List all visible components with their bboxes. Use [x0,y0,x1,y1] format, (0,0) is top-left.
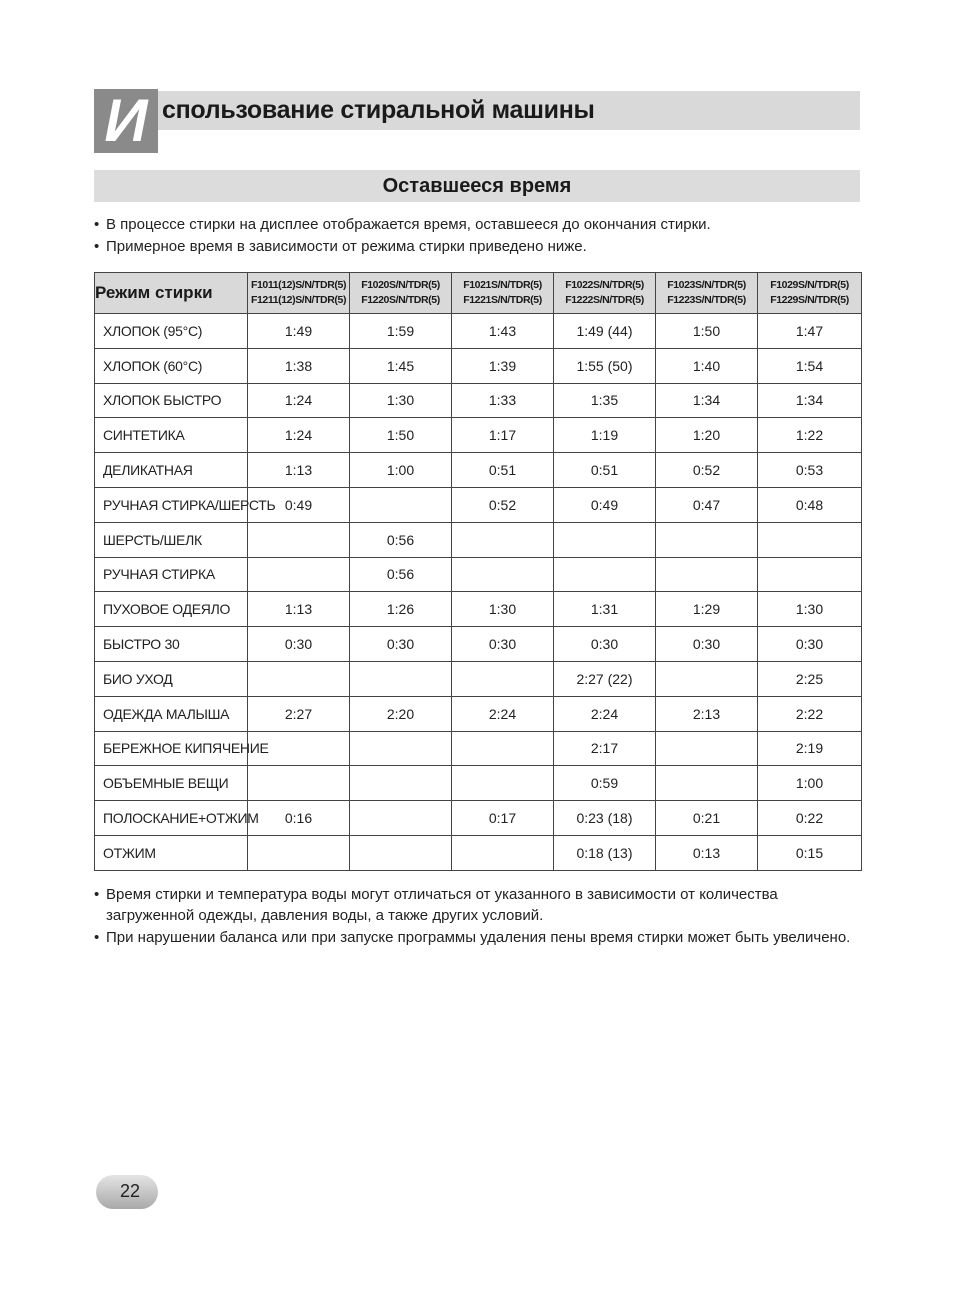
time-cell: 2:24 [554,696,656,731]
table-row [95,487,862,522]
time-cell: 0:13 [656,835,758,870]
time-cell: 0:49 [554,487,656,522]
time-cell: 0:30 [452,627,554,662]
time-cell: 0:15 [758,835,862,870]
table-row [95,696,862,731]
time-cell: 1:59 [350,314,452,349]
time-cell [656,557,758,592]
notes-top [94,214,864,258]
time-cell: 1:31 [554,592,656,627]
table-row [95,766,862,801]
mode-cell: ОБЪЕМНЫЕ ВЕЩИ [95,766,248,801]
note-item: • Время стирки и температура воды могут отличаться от указанного в зависимости от количества загруженной одежды, давления воды, а также других условий. [94,884,864,926]
time-cell [554,522,656,557]
table-row [95,453,862,488]
time-cell: 2:22 [758,696,862,731]
mode-cell: БИО УХОД [95,661,248,696]
time-cell: 2:13 [656,696,758,731]
time-cell: 1:34 [758,383,862,418]
time-cell: 0:23 (18) [554,801,656,836]
time-cell [452,661,554,696]
table-row [95,627,862,662]
time-cell: 1:54 [758,348,862,383]
time-cell: 1:40 [656,348,758,383]
mode-cell: РУЧНАЯ СТИРКА [95,557,248,592]
time-cell: 1:00 [758,766,862,801]
mode-column-header: Режим стирки [95,273,248,314]
time-cell [758,557,862,592]
time-cell: 0:51 [554,453,656,488]
time-cell: 0:59 [554,766,656,801]
time-cell: 1:24 [248,383,350,418]
model-name: F1020S/N/TDR(5) [361,279,440,291]
table-row [95,592,862,627]
time-cell [350,835,452,870]
header-cap-letter: И [94,89,158,153]
model-name: F1229S/N/TDR(5) [770,294,849,306]
model-name: F1221S/N/TDR(5) [463,294,542,306]
time-cell: 1:22 [758,418,862,453]
mode-cell: ХЛОПОК (60°C) [95,348,248,383]
time-cell [350,801,452,836]
note-item: • В процессе стирки на дисплее отображается время, оставшееся до окончания стирки. [94,214,864,235]
time-cell: 0:56 [350,557,452,592]
time-cell: 1:33 [452,383,554,418]
mode-cell: ОТЖИМ [95,835,248,870]
time-cell [452,731,554,766]
table-row [95,522,862,557]
time-cell: 1:49 (44) [554,314,656,349]
time-cell: 1:50 [350,418,452,453]
table-header-row [95,273,862,314]
time-cell: 1:55 (50) [554,348,656,383]
time-cell: 1:38 [248,348,350,383]
time-cell [248,557,350,592]
time-cell: 2:27 (22) [554,661,656,696]
model-name: F1023S/N/TDR(5) [667,279,746,291]
model-column-header [656,273,758,314]
time-cell: 1:29 [656,592,758,627]
time-cell: 1:00 [350,453,452,488]
table-row [95,348,862,383]
time-cell: 1:30 [758,592,862,627]
mode-cell: БЕРЕЖНОЕ КИПЯЧЕНИЕ [95,731,248,766]
time-cell: 2:17 [554,731,656,766]
time-cell: 1:39 [452,348,554,383]
page-header [94,89,860,153]
time-cell [656,661,758,696]
page-number-tab [96,1175,158,1209]
table-row [95,835,862,870]
time-cell: 1:26 [350,592,452,627]
time-cell [248,835,350,870]
time-cell: 0:30 [248,627,350,662]
time-cell: 1:24 [248,418,350,453]
time-cell [452,766,554,801]
time-cell: 0:49 [248,487,350,522]
model-name: F1211(12)S/N/TDR(5) [250,294,347,306]
time-cell [656,731,758,766]
page-number: 22 [120,1181,141,1201]
table-row [95,801,862,836]
mode-cell: ДЕЛИКАТНАЯ [95,453,248,488]
time-cell: 1:50 [656,314,758,349]
mode-cell: СИНТЕТИКА [95,418,248,453]
time-cell: 1:30 [350,383,452,418]
time-cell: 1:30 [452,592,554,627]
time-cell: 0:47 [656,487,758,522]
time-cell: 2:27 [248,696,350,731]
time-cell: 0:22 [758,801,862,836]
time-cell: 0:30 [656,627,758,662]
table-row [95,661,862,696]
table-row [95,314,862,349]
model-name: F1011(12)S/N/TDR(5) [250,279,347,291]
table-row [95,418,862,453]
wash-time-table [94,272,862,871]
time-cell: 2:20 [350,696,452,731]
time-cell: 1:49 [248,314,350,349]
time-cell: 1:47 [758,314,862,349]
time-cell: 0:52 [452,487,554,522]
time-cell [350,661,452,696]
time-cell: 0:48 [758,487,862,522]
time-cell [350,731,452,766]
time-cell: 0:18 (13) [554,835,656,870]
time-cell [248,661,350,696]
page-title: спользование стиральной машины [162,96,595,124]
model-name: F1223S/N/TDR(5) [667,294,746,306]
time-cell: 0:30 [758,627,862,662]
model-name: F1029S/N/TDR(5) [770,279,849,291]
time-cell [656,766,758,801]
time-cell: 1:35 [554,383,656,418]
time-cell: 2:25 [758,661,862,696]
time-cell [452,835,554,870]
time-cell: 2:24 [452,696,554,731]
time-cell: 0:17 [452,801,554,836]
mode-cell: ПУХОВОЕ ОДЕЯЛО [95,592,248,627]
time-cell [758,522,862,557]
time-cell: 0:21 [656,801,758,836]
table-row [95,383,862,418]
model-name: F1021S/N/TDR(5) [463,279,542,291]
time-cell: 0:56 [350,522,452,557]
time-cell: 0:30 [350,627,452,662]
time-cell: 1:13 [248,592,350,627]
notes-bottom [94,884,864,949]
model-column-header [554,273,656,314]
table-row [95,557,862,592]
time-cell: 1:45 [350,348,452,383]
section-title: Оставшееся время [94,170,860,202]
time-cell: 1:34 [656,383,758,418]
mode-cell: ОДЕЖДА МАЛЫША [95,696,248,731]
model-column-header [758,273,862,314]
mode-cell: РУЧНАЯ СТИРКА/ШЕРСТЬ [95,487,248,522]
time-cell: 2:19 [758,731,862,766]
time-cell: 1:20 [656,418,758,453]
time-cell [350,487,452,522]
time-cell: 0:52 [656,453,758,488]
time-cell: 0:16 [248,801,350,836]
time-cell [554,557,656,592]
mode-cell: ХЛОПОК БЫСТРО [95,383,248,418]
time-cell: 0:53 [758,453,862,488]
time-cell [350,766,452,801]
model-name: F1022S/N/TDR(5) [565,279,644,291]
time-cell: 0:30 [554,627,656,662]
note-item: • При нарушении баланса или при запуске программы удаления пены время стирки может быть увеличено. [94,927,864,948]
time-cell [248,766,350,801]
model-column-header [350,273,452,314]
model-name: F1222S/N/TDR(5) [565,294,644,306]
model-column-header [452,273,554,314]
mode-cell: ШЕРСТЬ/ШЕЛК [95,522,248,557]
table-row [95,731,862,766]
time-cell [452,522,554,557]
time-cell: 0:51 [452,453,554,488]
time-cell: 1:43 [452,314,554,349]
mode-cell: ХЛОПОК (95°C) [95,314,248,349]
time-cell [248,522,350,557]
time-cell: 1:17 [452,418,554,453]
mode-cell: БЫСТРО 30 [95,627,248,662]
time-cell: 1:13 [248,453,350,488]
mode-cell: ПОЛОСКАНИЕ+ОТЖИМ [95,801,248,836]
note-item: • Примерное время в зависимости от режима стирки приведено ниже. [94,236,864,257]
model-name: F1220S/N/TDR(5) [361,294,440,306]
model-column-header [248,273,350,314]
time-cell [656,522,758,557]
time-cell [452,557,554,592]
time-cell: 1:19 [554,418,656,453]
